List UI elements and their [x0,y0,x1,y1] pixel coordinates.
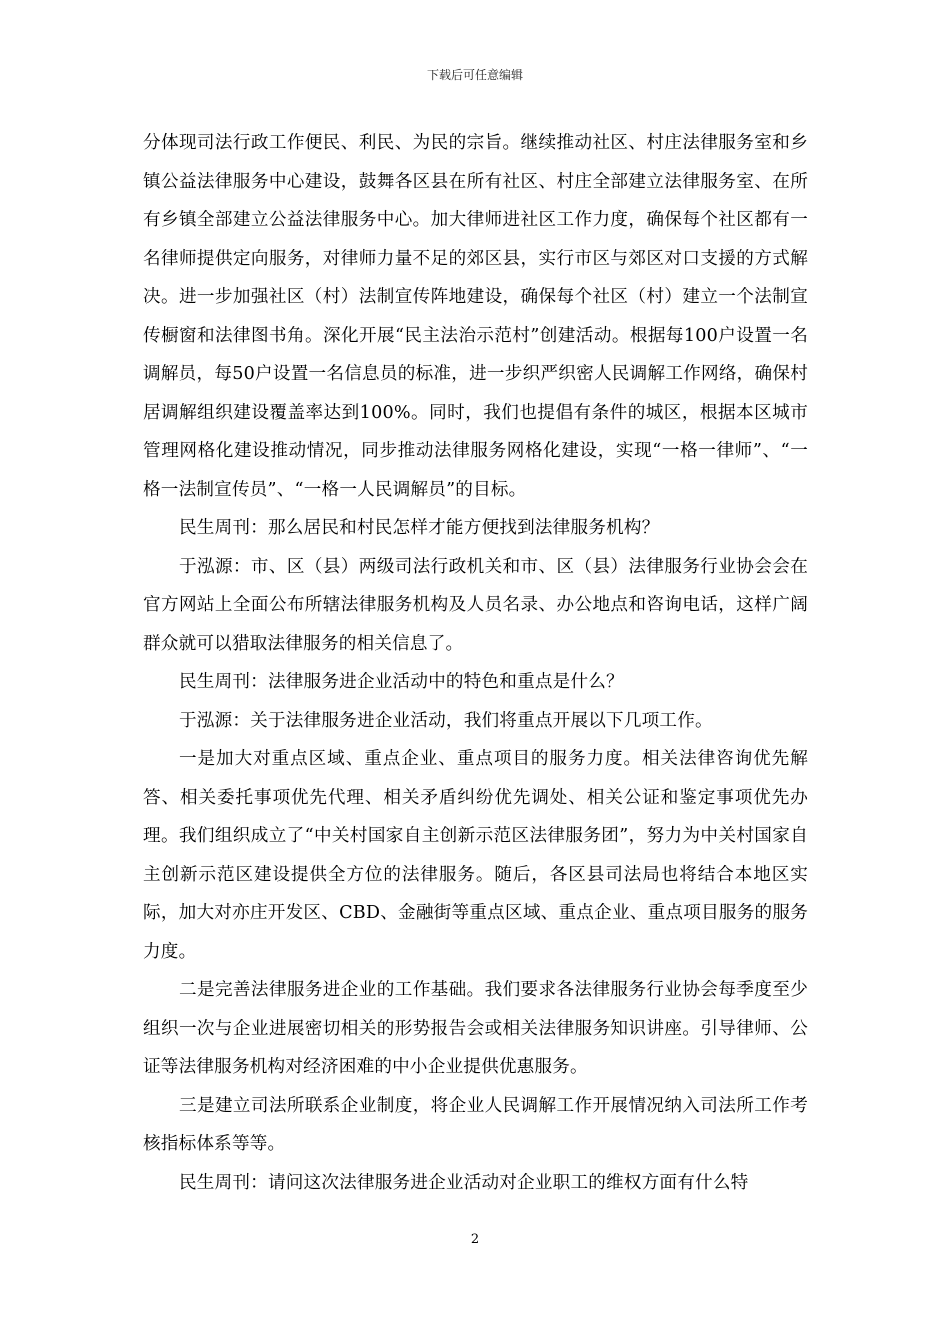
page-header-note: 下载后可任意编辑 [426,68,523,82]
paragraph-4: 民生周刊：法律服务进企业活动中的特色和重点是什么？ [179,672,624,692]
document-body [143,124,808,1202]
paragraph-9: 民生周刊：请问这次法律服务进企业活动对企业职工的维权方面有什么特 [179,1172,749,1193]
page-number: 2 [470,1232,480,1247]
paragraph-7: 二是完善法律服务进企业的工作基础。我们要求各法律服务行业协会每季度至少组织一次与企业进展密切相关的形势报告会或相关法律服务知识讲座。引导律师、公证等法律服务机构对经济困难的中小企业提供优惠服务。 [143,980,808,1077]
paragraph-8: 三是建立司法所联系企业制度，将企业人民调解工作开展情况纳入司法所工作考核指标体系等等。 [143,1095,808,1154]
paragraph-3: 于泓源：市、区（县）两级司法行政机关和市、区（县）法律服务行业协会会在官方网站上全面公布所辖法律服务机构及人员名录、办公地点和咨询电话，这样广阔群众就可以猎取法律服务的相关信息了。 [143,556,808,654]
paragraph-2: 民生周刊：那么居民和村民怎样才能方便找到法律服务机构？ [179,518,660,538]
paragraph-1: 分体现司法行政工作便民、利民、为民的宗旨。继续推动社区、村庄法律服务室和乡镇公益法律服务中心建设，鼓舞各区县在所有社区、村庄全部建立法律服务室、在所有乡镇全部建立公益法律服务中心。加大律师进社区工作力度，确保每个社区都有一名律师提供定向服务，对律师力量不足的郊区县，实行市区与郊区对口支援的方式解决。进一步加强社区（村）法制宣传阵地建设，确保每个社区（村）建立一个法制宣传橱窗和法律图书角。深化开展“民主法治示范村”创建活动。根据每100户设置一名调解员，每50户设置一名信息员的标准，进一步织严织密人民调解工作网络，确保村居调解组织建设覆盖率达到100%。同时，我们也提倡有条件的城区，根据本区城市管理网格化建设推动情况，同步推动法律服务网格化建设，实现“一格一律师”、“一格一法制宣传员”、“一格一人民调解员”的目标。 [143,133,808,500]
paragraph-5: 于泓源：关于法律服务进企业活动，我们将重点开展以下几项工作。 [179,710,713,731]
paragraph-6: 一是加大对重点区域、重点企业、重点项目的服务力度。相关法律咨询优先解答、相关委托事项优先代理、相关矛盾纠纷优先调处、相关公证和鉴定事项优先办理。我们组织成立了“中关村国家自主创新示范区法律服务团”，努力为中关村国家自主创新示范区建设提供全方位的法律服务。随后，各区县司法局也将结合本地区实际，加大对亦庄开发区、CBD、金融街等重点区域、重点企业、重点项目服务的服务力度。 [143,749,808,962]
